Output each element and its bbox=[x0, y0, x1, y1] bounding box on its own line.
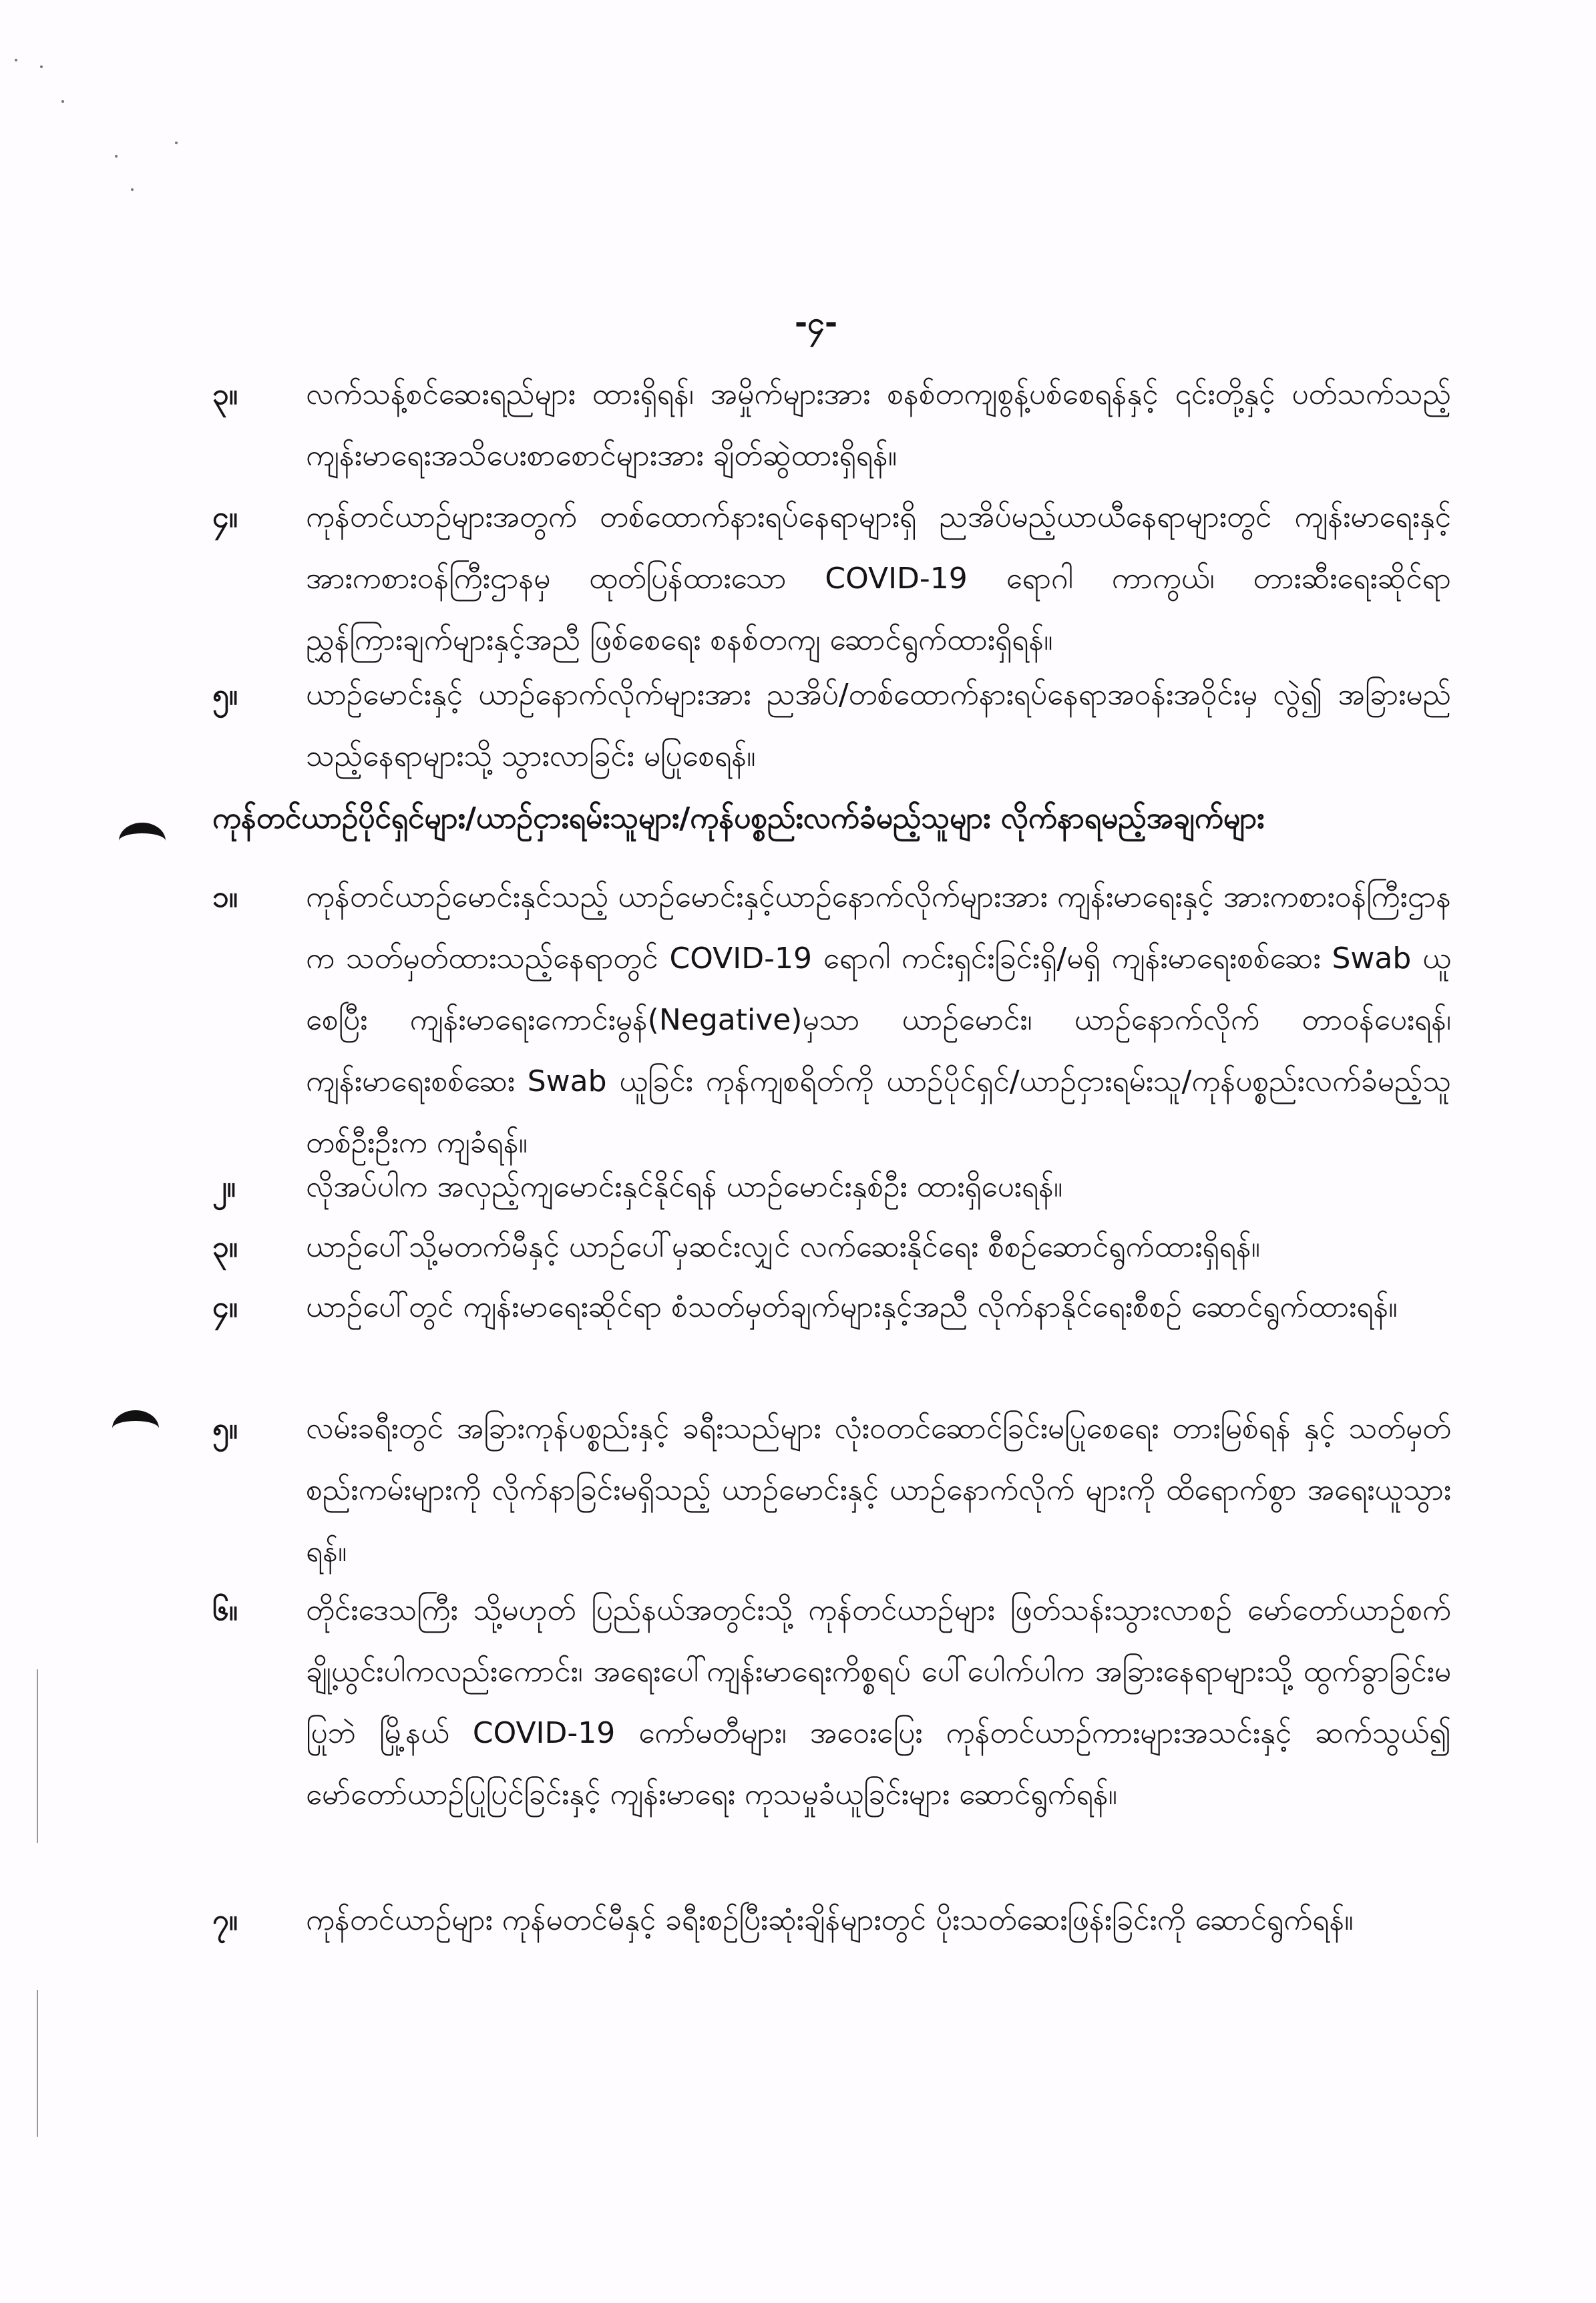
item-number: ၄။ bbox=[212, 1290, 238, 1324]
item-number: ၁။ bbox=[212, 880, 238, 914]
scan-speck bbox=[61, 100, 64, 103]
list-item: ယာဉ်ပေါ်သို့မတက်မီနှင့် ယာဉ်ပေါ်မှဆင်းလျှင် လက်ဆေးနိုင်ရေး စီစဉ်ဆောင်ရွက်ထားရှိရန်။ bbox=[306, 1230, 1260, 1264]
item-number: ၃။ bbox=[212, 1230, 238, 1264]
item-number: ၅။ bbox=[212, 1412, 238, 1446]
margin-rule bbox=[37, 1990, 38, 2137]
item-number: ၇။ bbox=[212, 1903, 238, 1937]
list-item: ကုန်တင်ယာဉ်မောင်းနှင်သည့် ယာဉ်မောင်းနှင့်ယာဉ်နောက်လိုက်များအား ကျန်းမာရေးနှင့် အားကစားဝန်ကြီးဌာနက သတ်မှတ်ထားသည့်နေရာတွင် COVID-19 ရောဂါ ကင်းရှင်းခြင်းရှိ/မရှိ ကျန်းမာရေးစစ်ဆေး Swab ယူစေပြီး ကျန်းမာရေးကောင်းမွန်(Negative)မှသာ ယာဉ်မောင်း၊ ယာဉ်နောက်လိုက် တာဝန်ပေးရန်၊ ကျန်းမာရေးစစ်ဆေး Swab ယူခြင်း ကုန်ကျစရိတ်ကို ယာဉ်ပိုင်ရှင်/ယာဉ်ငှားရမ်းသူ/ကုန်ပစ္စည်းလက်ခံမည့်သူ တစ်ဦးဦးက ကျခံရန်။ bbox=[306, 880, 1451, 1160]
list-item: ကုန်တင်ယာဉ်များ ကုန်မတင်မီနှင့် ခရီးစဉ်ပြီးဆုံးချိန်များတွင် ပိုးသတ်ဆေးဖြန်းခြင်းကို ဆောင်ရွက်ရန်။ bbox=[306, 1903, 1354, 1937]
list-item: ယာဉ်မောင်းနှင့် ယာဉ်နောက်လိုက်များအား ညအိပ်/တစ်ထောက်နားရပ်နေရာအဝန်းအဝိုင်းမှ လွဲ၍ အခြားမည်သည့်နေရာများသို့ သွားလာခြင်း မပြုစေရန်။ bbox=[306, 678, 1451, 773]
list-item: ကုန်တင်ယာဉ်များအတွက် တစ်ထောက်နားရပ်နေရာများရှိ ညအိပ်မည့်ယာယီနေရာများတွင် ကျန်းမာရေးနှင့်အားကစားဝန်ကြီးဌာနမှ ထုတ်ပြန်ထားသော COVID-19 ရောဂါ ကာကွယ်၊ တားဆီးရေးဆိုင်ရာ ညွှန်ကြားချက်များနှင့်အညီ ဖြစ်စေရေး စနစ်တကျ ဆောင်ရွက်ထားရှိရန်။ bbox=[306, 500, 1451, 657]
list-item: လမ်းခရီးတွင် အခြားကုန်ပစ္စည်းနှင့် ခရီးသည်များ လုံးဝတင်ဆောင်ခြင်းမပြုစေရေး တားမြစ်ရန် နှင့် သတ်မှတ်စည်းကမ်းများကို လိုက်နာခြင်းမရှိသည့် ယာဉ်မောင်းနှင့် ယာဉ်နောက်လိုက် များကို ထိရောက်စွာ အရေးယူသွားရန်။ bbox=[306, 1412, 1451, 1568]
scan-speck bbox=[40, 65, 43, 68]
item-number: ၆။ bbox=[212, 1593, 238, 1627]
list-item: တိုင်းဒေသကြီး သို့မဟုတ် ပြည်နယ်အတွင်းသို့ ကုန်တင်ယာဉ်များ ဖြတ်သန်းသွားလာစဉ် မော်တော်ယာဉ်စက်ချို့ယွင်းပါကလည်းကောင်း၊ အရေးပေါ်ကျန်းမာရေးကိစ္စရပ် ပေါ်ပေါက်ပါက အခြားနေရာများသို့ ထွက်ခွာခြင်းမပြုဘဲ မြို့နယ် COVID-19 ကော်မတီများ၊ အဝေးပြေး ကုန်တင်ယာဉ်ကားများအသင်းနှင့် ဆက်သွယ်၍ မော်တော်ယာဉ်ပြုပြင်ခြင်းနှင့် ကျန်းမာရေး ကုသမှုခံယူခြင်းများ ဆောင်ရွက်ရန်။ bbox=[306, 1593, 1451, 1812]
section-heading: ကုန်တင်ယာဉ်ပိုင်ရှင်များ/ယာဉ်ငှားရမ်းသူများ/ကုန်ပစ္စည်းလက်ခံမည့်သူများ လိုက်နာရမည့်အချက်များ bbox=[212, 801, 1265, 835]
item-number: ၅။ bbox=[212, 678, 238, 712]
margin-rule bbox=[37, 1669, 38, 1843]
hole-punch-mark bbox=[112, 1410, 159, 1447]
hole-punch-mark bbox=[119, 823, 166, 859]
scan-speck bbox=[175, 142, 178, 144]
list-item: လက်သန့်စင်ဆေးရည်များ ထားရှိရန်၊ အမှိုက်များအား စနစ်တကျစွန့်ပစ်စေရန်နှင့် ၎င်းတို့နှင့် ပတ်သက်သည့် ကျန်းမာရေးအသိပေးစာစောင်များအား ချိတ်ဆွဲထားရှိရန်။ bbox=[306, 377, 1451, 473]
list-item: ယာဉ်ပေါ်တွင် ကျန်းမာရေးဆိုင်ရာ စံသတ်မှတ်ချက်များနှင့်အညီ လိုက်နာနိုင်ရေးစီစဉ် ဆောင်ရွက်ထားရန်။ bbox=[306, 1290, 1398, 1324]
item-number: ၄။ bbox=[212, 500, 238, 534]
page-number: -၄- bbox=[795, 304, 838, 341]
item-number: ၃။ bbox=[212, 377, 238, 411]
scan-speck bbox=[15, 59, 17, 61]
scan-speck bbox=[131, 188, 134, 191]
scan-speck bbox=[115, 155, 118, 158]
item-number: ၂။ bbox=[212, 1170, 236, 1204]
list-item: လိုအပ်ပါက အလှည့်ကျမောင်းနှင်နိုင်ရန် ယာဉ်မောင်းနှစ်ဦး ထားရှိပေးရန်။ bbox=[306, 1170, 1063, 1204]
